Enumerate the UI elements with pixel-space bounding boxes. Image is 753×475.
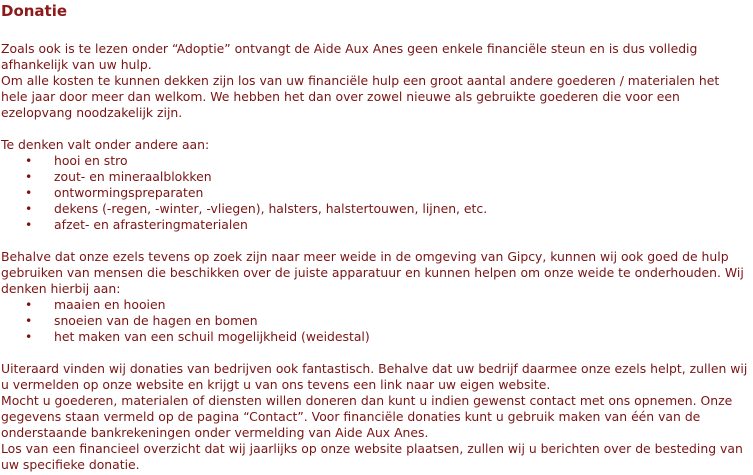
goods-list — [1, 153, 749, 233]
list-item: • ontwormingspreparaten — [25, 185, 204, 200]
bullet-icon: • — [25, 201, 33, 216]
list-item: • het maken van een schuil mogelijkheid (weidestal) — [25, 329, 370, 344]
list-item: • snoeien van de hagen en bomen — [25, 313, 258, 328]
intro-paragraph-2: Om alle kosten te kunnen dekken zijn los van uw financiële hulp een groot aantal andere goederen / materialen het hele jaar door meer dan welkom. We hebben het dan over zowel nieuwe als gebruikte goederen die voor een ezelopvang noodzakelijk zijn. — [1, 73, 720, 120]
list-item: • zout- en mineraalblokken — [25, 169, 212, 184]
meadow-list — [1, 297, 749, 345]
closing-paragraph-1: Uiteraard vinden wij donaties van bedrijven ook fantastisch. Behalve dat uw bedrijf daarmee onze ezels helpt, zullen wij u vermelden op onze website en krijgt u van ons tevens een link naar uw eigen website. — [1, 361, 748, 392]
intro-paragraph-1: Zoals ook is te lezen onder “Adoptie” ontvangt de Aide Aux Anes geen enkele financiële steun en is dus volledig afhankelijk van uw hulp. — [1, 41, 698, 72]
goods-lead: Te denken valt onder andere aan: — [1, 137, 210, 152]
bullet-icon: • — [25, 217, 33, 232]
list-item: • afzet- en afrasteringmaterialen — [25, 217, 248, 232]
page-title: Donatie — [1, 2, 68, 20]
bullet-icon: • — [25, 185, 33, 200]
list-item: • dekens (-regen, -winter, -vliegen), halsters, halstertouwen, lijnen, etc. — [25, 201, 488, 216]
list-item: • hooi en stro — [25, 153, 128, 168]
closing-paragraph-2: Mocht u goederen, materialen of diensten willen doneren dan kunt u indien gewenst contact met ons opnemen. Onze gegevens staan vermeld op de pagina “Contact”. Voor financiële donaties kunt u gebruik maken van één van de onderstaande bankrekeningen onder vermelding van Aide Aux Anes. — [1, 393, 733, 440]
bullet-icon: • — [25, 313, 33, 328]
bullet-icon: • — [25, 329, 33, 344]
bullet-icon: • — [25, 153, 33, 168]
bullet-icon: • — [25, 297, 33, 312]
closing-paragraph-3: Los van een financieel overzicht dat wij jaarlijks op onze website plaatsen, zullen wij u berichten over de besteding van uw specifieke donatie. — [1, 441, 743, 472]
meadow-paragraph: Behalve dat onze ezels tevens op zoek zijn naar meer weide in de omgeving van Gipcy, kunnen wij ook goed de hulp gebruiken van mensen die beschikken over de juiste apparatuur en kunnen helpen om onze weide te onderhouden. Wij denken hierbij aan: — [1, 249, 744, 296]
bullet-icon: • — [25, 169, 33, 184]
list-item: • maaien en hooien — [25, 297, 166, 312]
